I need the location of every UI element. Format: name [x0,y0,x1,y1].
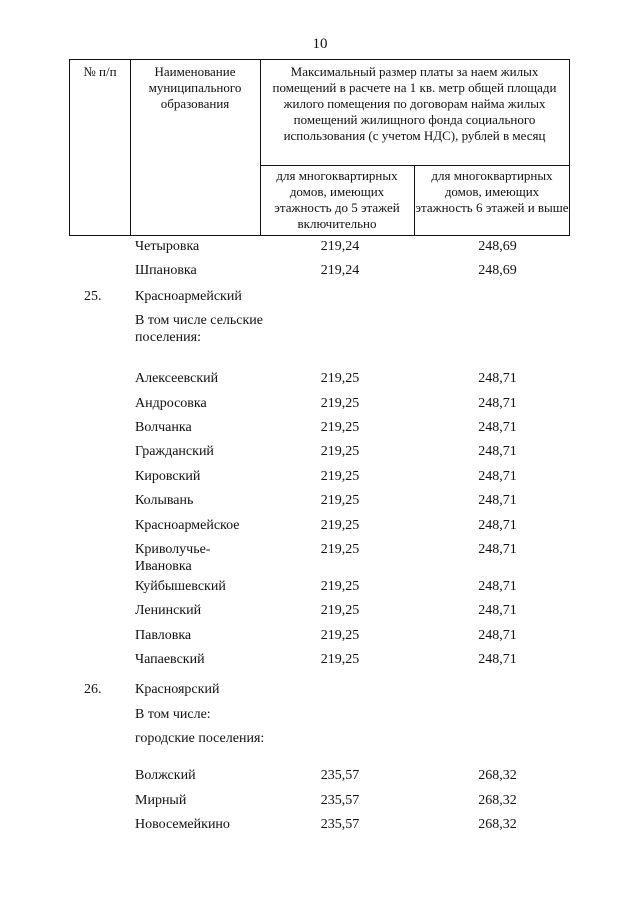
row-value-6-floors-and-above: 248,71 [478,469,517,484]
row-value-up-to-5-floors: 219,25 [320,603,360,618]
header-divider [130,60,131,235]
row-value-6-floors-and-above: 248,71 [478,603,517,618]
row-value-6-floors-and-above: 248,71 [478,542,517,557]
row-value-6-floors-and-above: 268,32 [478,768,517,783]
row-name: Андросовка [135,396,207,411]
row-name: В том числе: [135,707,211,722]
row-value-up-to-5-floors: 219,25 [320,420,360,435]
row-value-up-to-5-floors: 235,57 [320,793,360,808]
page-number: 10 [312,36,328,52]
row-value-6-floors-and-above: 248,71 [478,444,517,459]
row-name: Куйбышевский [135,579,226,594]
row-name: Новосемейкино [135,817,230,832]
row-name: Гражданский [135,444,214,459]
row-value-up-to-5-floors: 219,25 [320,652,360,667]
row-name: Волчанка [135,420,192,435]
row-value-up-to-5-floors: 219,24 [320,239,360,254]
row-value-6-floors-and-above: 248,71 [478,493,517,508]
row-value-up-to-5-floors: 219,25 [320,396,360,411]
row-value-up-to-5-floors: 219,24 [320,263,360,278]
header-municipality-name: Наименование муниципального образования [148,64,242,111]
row-number: 26. [84,682,102,697]
row-name: Волжский [135,768,196,783]
row-value-6-floors-and-above: 248,71 [478,371,517,386]
row-value-up-to-5-floors: 219,25 [320,493,360,508]
row-value-6-floors-and-above: 268,32 [478,817,517,832]
row-value-up-to-5-floors: 219,25 [320,518,360,533]
row-name: Криволучье-Ивановка [135,542,211,574]
row-name: Красноармейский [135,289,242,304]
row-name: Кировский [135,469,201,484]
row-value-6-floors-and-above: 248,71 [478,628,517,643]
header-divider [260,60,261,235]
header-6-floors-and-above: для многоквартирных домов, имеющих этажность 6 этажей и выше [415,168,569,215]
header-up-to-5-floors: для многоквартирных домов, имеющих этажность до 5 этажей включительно [274,168,400,231]
row-name: Красноярский [135,682,220,697]
header-number: № п/п [83,64,117,79]
row-name: Четыровка [135,239,200,254]
row-name: городские поселения: [135,731,265,746]
row-name: В том числе сельские поселения: [135,313,264,345]
row-value-6-floors-and-above: 248,69 [478,239,517,254]
row-value-up-to-5-floors: 219,25 [320,579,360,594]
row-name: Мирный [135,793,187,808]
row-value-6-floors-and-above: 248,71 [478,420,517,435]
row-name: Павловка [135,628,192,643]
row-value-6-floors-and-above: 268,32 [478,793,517,808]
row-name: Колывань [135,493,194,508]
row-value-up-to-5-floors: 219,25 [320,469,360,484]
row-value-6-floors-and-above: 248,69 [478,263,517,278]
header-divider [414,165,415,235]
table-header [69,59,570,236]
row-name: Ленинский [135,603,202,618]
row-value-up-to-5-floors: 235,57 [320,768,360,783]
row-value-6-floors-and-above: 248,71 [478,396,517,411]
row-name: Красноармейское [135,518,240,533]
row-value-up-to-5-floors: 219,25 [320,542,360,557]
row-number: 25. [84,289,102,304]
row-value-up-to-5-floors: 235,57 [320,817,360,832]
row-value-6-floors-and-above: 248,71 [478,579,517,594]
row-name: Алексеевский [135,371,219,386]
row-name: Чапаевский [135,652,205,667]
header-max-fee: Максимальный размер платы за наем жилых помещений в расчете на 1 кв. метр общей площади жилого помещения по договорам найма жилых помещений жилищного фонда социального использования (с учетом НДС), рублей в месяц [272,64,557,143]
row-value-up-to-5-floors: 219,25 [320,371,360,386]
row-name: Шпановка [135,263,197,278]
row-value-6-floors-and-above: 248,71 [478,652,517,667]
row-value-up-to-5-floors: 219,25 [320,444,360,459]
row-value-6-floors-and-above: 248,71 [478,518,517,533]
row-value-up-to-5-floors: 219,25 [320,628,360,643]
